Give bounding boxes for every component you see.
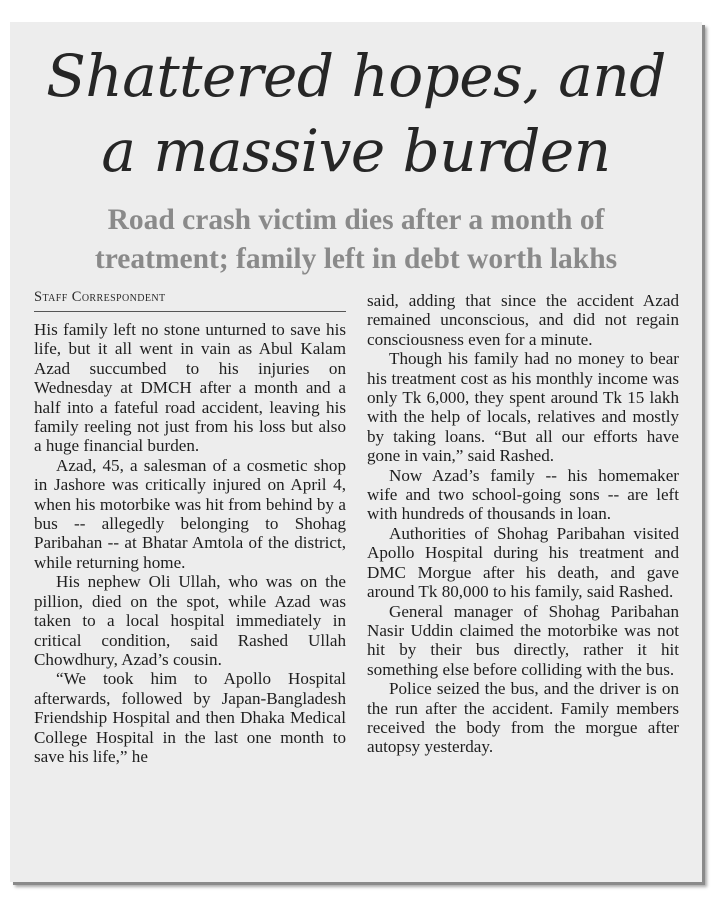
paragraph: His nephew Oli Ullah, who was on the pillion, died on the spot, while Azad was taken to a local hospital immediately in critical condition, said Rashed Ullah Chowdhury, Azad’s cousin.: [34, 572, 346, 669]
article-column-right: [367, 291, 679, 757]
paragraph: His family left no stone unturned to save his life, but it all went in vain as Abul Kalam Azad succumbed to his injuries on Wednesday at DMCH after a month and a half into a fateful road accident, leaving his family reeling not just from his loss but also a huge financial burden.: [34, 320, 346, 456]
paragraph: “We took him to Apollo Hospital afterwards, followed by Japan-Bangladesh Friendship Hospital and then Dhaka Medical College Hospital in the last one month to save his life,” he: [34, 669, 346, 766]
paragraph: Now Azad’s family -- his homemaker wife and two school-going sons -- are left with hundreds of thousands in loan.: [367, 465, 679, 524]
paragraph-continued: said, adding that since the accident Azad remained unconscious, and did not regain consciousness even for a minute.: [367, 291, 679, 349]
article-column-left: [34, 320, 346, 766]
headline-line-1: Shattered hopes, and: [46, 42, 666, 110]
paragraph: General manager of Shohag Paribahan Nasir Uddin claimed the motorbike was not hit by their bus directly, rather it hit something else before colliding with the bus.: [367, 601, 679, 679]
headline: [10, 39, 702, 189]
paragraph: Though his family had no money to bear his treatment cost as his monthly income was only Tk 6,000, they spent around Tk 15 lakh with the help of locals, relatives and mostly by taking loans. “But all our efforts have gone in vain,” said Rashed.: [367, 349, 679, 466]
paragraph: Authorities of Shohag Paribahan visited Apollo Hospital during his treatment and DMC Morgue after his death, and gave around Tk 80,000 to his family, said Rashed.: [367, 523, 679, 602]
headline-line-2: a massive burden: [101, 117, 611, 185]
paragraph: Azad, 45, a salesman of a cosmetic shop in Jashore was critically injured on April 4, when his motorbike was hit from behind by a bus -- allegedly belonging to Shohag Paribahan -- at Bhatar Amtola of the district, while returning home.: [34, 455, 346, 572]
byline-rule: [34, 311, 346, 312]
subheadline-line-2: treatment; family left in debt worth lakhs: [94, 243, 618, 275]
subheadline-line-1: Road crash victim dies after a month of: [107, 204, 605, 236]
newspaper-clipping: [10, 22, 702, 882]
subheadline: [10, 201, 702, 279]
paragraph: Police seized the bus, and the driver is on the run after the accident. Family members received the body from the morgue after autopsy yesterday.: [367, 679, 679, 757]
byline: Staff Correspondent: [34, 289, 166, 305]
